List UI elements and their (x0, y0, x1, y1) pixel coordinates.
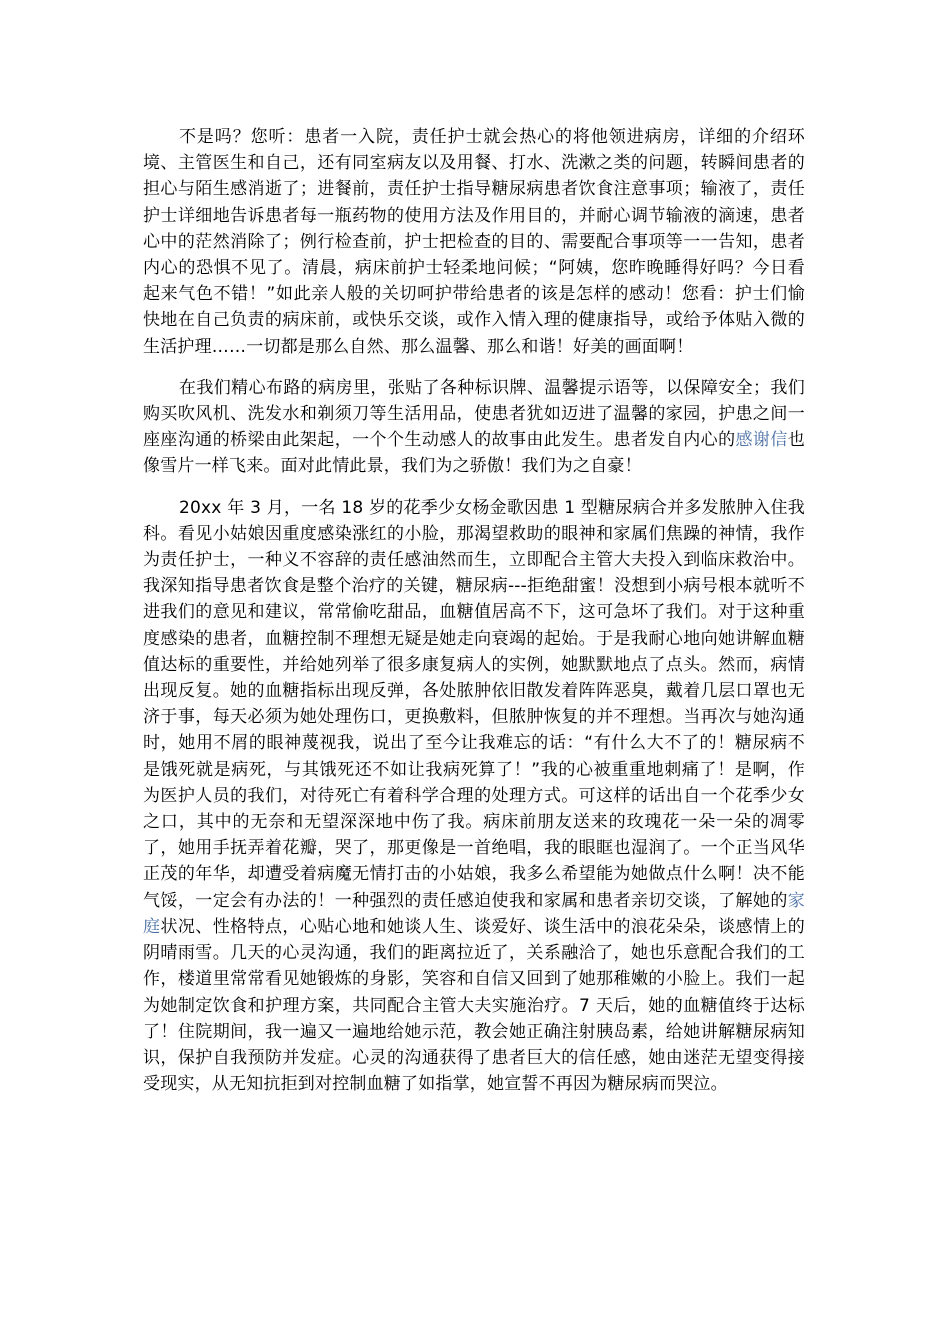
paragraph-text: 不是吗？您听：患者一入院，责任护士就会热心的将他领进病房，详细的介绍环境、主管医生和自己，还有同室病友以及用餐、打水、洗漱之类的问题，转瞬间患者的担心与陌生感消逝了；进餐前，责任护士指导糖尿病患者饮食注意事项；输液了，责任护士详细地告诉患者每一瓶药物的使用方法及作用目的，并耐心调节输液的滴速，患者心中的茫然消除了；例行检查前，护士把检查的目的、需要配合事项等一一告知，患者内心的恐惧不见了。清晨，病床前护士轻柔地问候；“阿姨，您昨晚睡得好吗？今日看起来气色不错！”如此亲人般的关切呵护带给患者的该是怎样的感动！您看：护士们愉快地在自己负责的病床前，或快乐交谈，或作入情入理的健康指导，或给予体贴入微的生活护理……一切都是那么自然、那么温馨、那么和谐！好美的画面啊！ (143, 127, 805, 357)
paragraph-ward-environment (143, 375, 805, 480)
paragraph-text: 20xx 年 3 月，一名 18 岁的花季少女杨金歌因患 1 型糖尿病合并多发脓肿入住我科。看见小姑娘因重度感染涨红的小脸，那渴望救助的眼神和家属们焦躁的神情，我作为责任护士，一种义不容辞的责任感油然而生，立即配合主管大夫投入到临床救治中。我深知指导患者饮食是整个治疗的关键，糖尿病---拒绝甜蜜！没想到小病号根本就听不进我们的意见和建议，常常偷吃甜品，血糖值居高不下，这可急坏了我们。对于这种重度感染的患者，血糖控制不理想无疑是她走向衰竭的起始。于是我耐心地向她讲解血糖值达标的重要性，并给她列举了很多康复病人的实例，她默默地点了点头。然而，病情出现反复。她的血糖指标出现反弹，各处脓肿依旧散发着阵阵恶臭，戴着几层口罩也无济于事，每天必须为她处理伤口，更换敷料，但脓肿恢复的并不理想。当再次与她沟通时，她用不屑的眼神蔑视我，说出了至今让我难忘的话：“有什么大不了的！糖尿病不是饿死就是病死，与其饿死还不如让我病死算了！”我的心被重重地刺痛了！是啊，作为医护人员的我们，对待死亡有着科学合理的处理方式。可这样的话出自一个花季少女之口，其中的无奈和无望深深地中伤了我。病床前朋友送来的玫瑰花一朵一朵的凋零了，她用手抚弄着花瓣，哭了，那更像是一首绝唱，我的眼眶也湿润了。一个正当风华正茂的年华，却遭受着病魔无情打击的小姑娘，我多么希望能为她做点什么啊！决不能气馁，一定会有办法的！一种强烈的责任感迫使我和家属和患者亲切交谈，了解她的 (143, 497, 805, 911)
paragraph-text: 也像雪片一样飞来。面对此情此景，我们为之骄傲！我们为之自豪！ (143, 430, 805, 477)
paragraph-text: 状况、性格特点，心贴心地和她谈人生、谈爱好、谈生活中的浪花朵朵，谈感情上的阴晴雨雪。几天的心灵沟通，我们的距离拉近了，关系融洽了，她也乐意配合我们的工作，楼道里常常看见她锻炼的身影，笑容和自信又回到了她那稚嫩的小脸上。我们一起为她制定饮食和护理方案，共同配合主管大夫实施治疗。7 天后，她的血糖值终于达标了！住院期间，我一遍又一遍地给她示范，教会她正确注射胰岛素，给她讲解糖尿病知识，保护自我预防并发症。心灵的沟通获得了患者巨大的信任感，她由迷茫无望变得接受现实，从无知抗拒到对控制血糖了如指掌，她宣誓不再因为糖尿病而哭泣。 (143, 916, 805, 1095)
paragraph-patient-story (143, 495, 805, 1098)
thank-you-letter-link[interactable]: 感谢信 (735, 430, 788, 451)
document-page (143, 124, 805, 1097)
paragraph-text: 在我们精心布路的病房里，张贴了各种标识牌、温馨提示语等，以保障安全；我们购买吹风机、洗发水和剃须刀等生活用品，使患者犹如迈进了温馨的家园，护患之间一座座沟通的桥梁由此架起，一个个生动感人的故事由此发生。患者发自内心的 (143, 377, 805, 451)
paragraph-nursing-care (143, 124, 805, 360)
family-link[interactable]: 家庭 (143, 890, 805, 937)
